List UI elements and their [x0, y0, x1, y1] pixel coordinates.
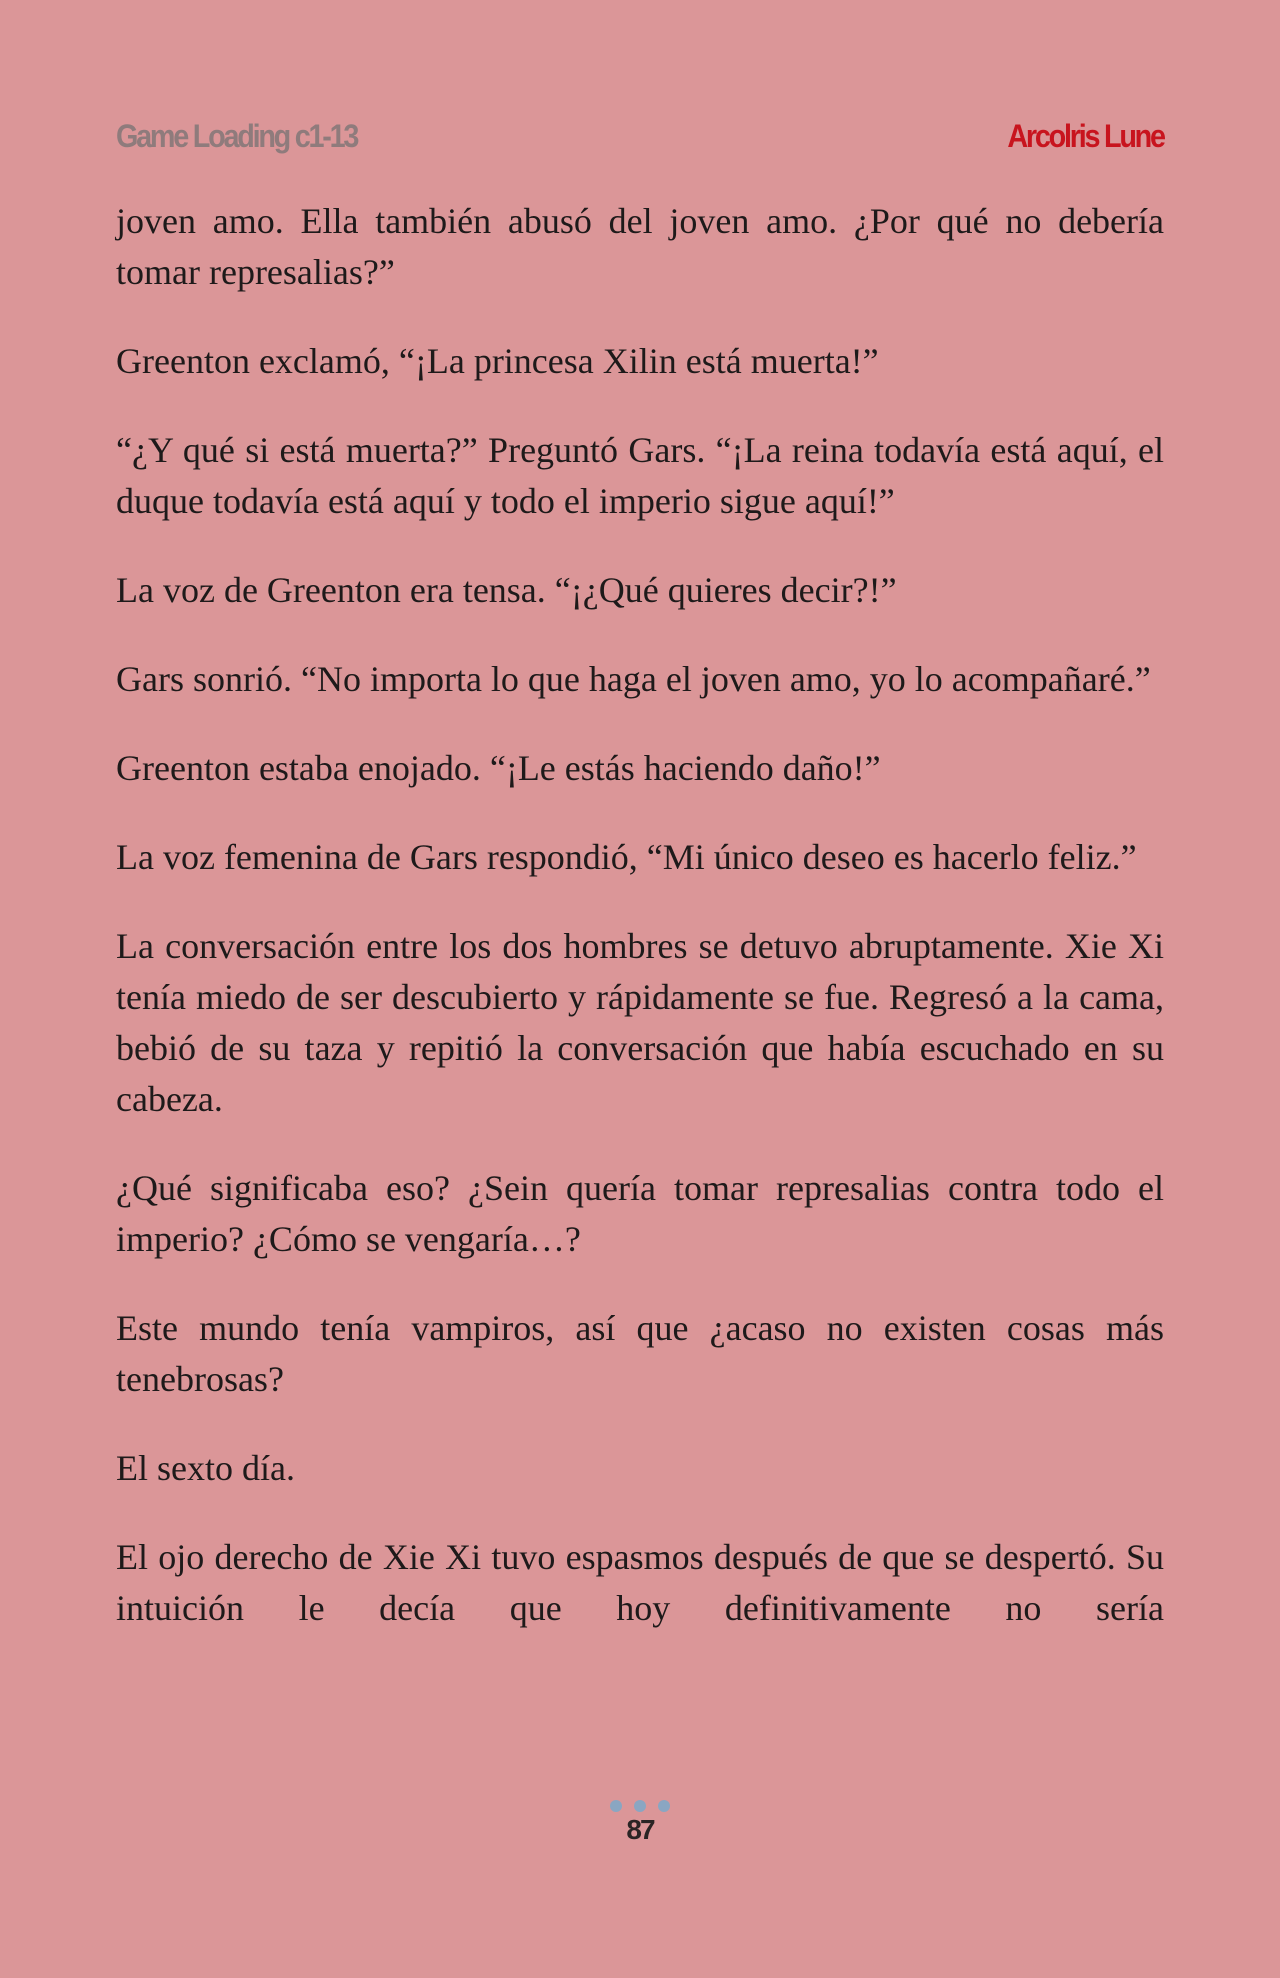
dot-icon: [610, 1800, 622, 1812]
page-body: [116, 196, 1164, 1672]
paragraph: Greenton estaba enojado. “¡Le estás haciendo daño!”: [116, 748, 881, 788]
paragraph: El sexto día.: [116, 1448, 295, 1488]
paragraph: La voz femenina de Gars respondió, “Mi único deseo es hacerlo feliz.”: [116, 837, 1137, 877]
paragraph: “¿Y qué si está muerta?” Preguntó Gars. “¡La reina todavía está aquí, el duque todavía está aquí y todo el imperio sigue aquí!”: [116, 430, 1164, 521]
paragraph: Gars sonrió. “No importa lo que haga el joven amo, yo lo acompañaré.”: [116, 659, 1151, 699]
page-number: 87: [626, 1814, 654, 1845]
paragraph-continued: El ojo derecho de Xie Xi tuvo espasmos después de que se despertó. Su intuición le decía que hoy definitivamente no sería: [116, 1537, 1164, 1628]
dot-icon: [658, 1800, 670, 1812]
page-header: [116, 118, 1164, 162]
paragraph: Greenton exclamó, “¡La princesa Xilin está muerta!”: [116, 341, 879, 381]
paragraph: Este mundo tenía vampiros, así que ¿acaso no existen cosas más tenebrosas?: [116, 1308, 1164, 1399]
paragraph: joven amo. Ella también abusó del joven amo. ¿Por qué no debería tomar represalias?”: [116, 201, 1164, 292]
paragraph: ¿Qué significaba eso? ¿Sein quería tomar represalias contra todo el imperio? ¿Cómo se vengaría…?: [116, 1168, 1164, 1259]
page-footer: [0, 1800, 1280, 1846]
paragraph: La conversación entre los dos hombres se detuvo abruptamente. Xie Xi tenía miedo de ser descubierto y rápidamente se fue. Regresó a la cama, bebió de su taza y repitió la conversación que había escuchado en su cabeza.: [116, 926, 1164, 1119]
book-title: Game Loading c1-13: [116, 118, 358, 154]
ornament-dots-icon: [0, 1800, 1280, 1812]
paragraph: La voz de Greenton era tensa. “¡¿Qué quieres decir?!”: [116, 570, 897, 610]
translator-name: Arcolris Lune: [1007, 118, 1164, 154]
dot-icon: [634, 1800, 646, 1812]
